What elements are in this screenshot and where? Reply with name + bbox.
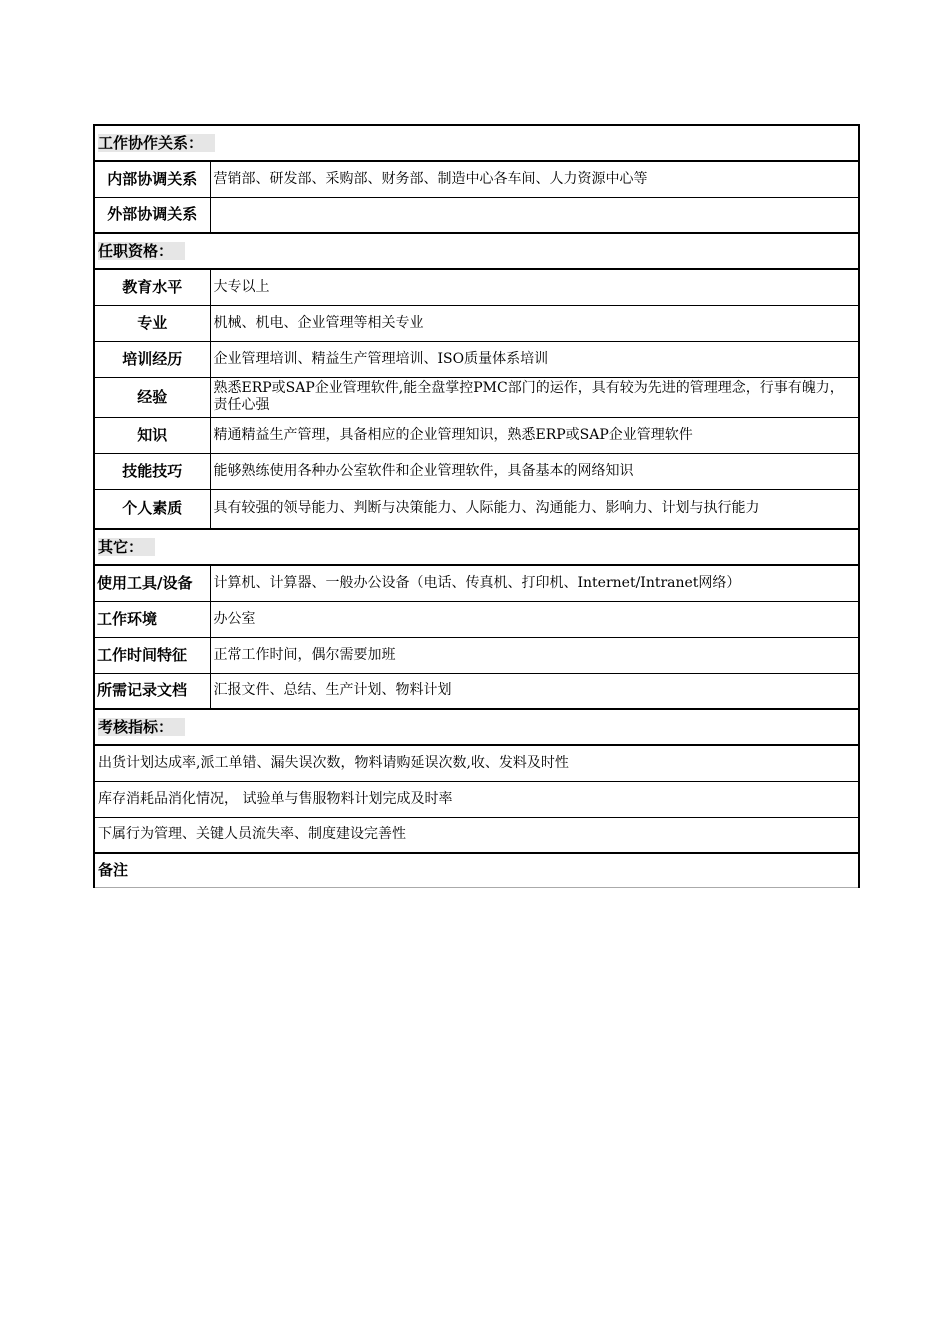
table-row: [94, 601, 859, 637]
remarks-heading: 备注: [94, 853, 859, 887]
internal-coordination-label: 内部协调关系: [94, 161, 210, 197]
cooperation-section-row: [94, 125, 859, 161]
experience-value: 熟悉ERP或SAP企业管理软件,能全盘掌控PMC部门的运作，具有较为先进的管理理念，行事有魄力，责任心强: [210, 377, 859, 417]
work-environment-label: 工作环境: [94, 601, 210, 637]
training-value: 企业管理培训、精益生产管理培训、ISO质量体系培训: [210, 341, 859, 377]
records-label: 所需记录文档: [94, 673, 210, 709]
other-heading: 其它：: [94, 529, 859, 565]
table-row: [94, 197, 859, 233]
kpi-item: 下属行为管理、关键人员流失率、制度建设完善性: [94, 817, 859, 853]
table-row: [94, 341, 859, 377]
table-row: [94, 377, 859, 417]
remarks-section-row: [94, 853, 859, 887]
work-time-value: 正常工作时间，偶尔需要加班: [210, 637, 859, 673]
table-row: [94, 781, 859, 817]
qualification-heading: 任职资格：: [94, 233, 859, 269]
table-row: [94, 745, 859, 781]
major-label: 专业: [94, 305, 210, 341]
knowledge-value: 精通精益生产管理，具备相应的企业管理知识，熟悉ERP或SAP企业管理软件: [210, 417, 859, 453]
table-row: [94, 269, 859, 305]
work-time-label: 工作时间特征: [94, 637, 210, 673]
skills-label: 技能技巧: [94, 453, 210, 489]
cooperation-heading: 工作协作关系：: [94, 125, 859, 161]
major-value: 机械、机电、企业管理等相关专业: [210, 305, 859, 341]
skills-value: 能够熟练使用各种办公室软件和企业管理软件，具备基本的网络知识: [210, 453, 859, 489]
training-label: 培训经历: [94, 341, 210, 377]
kpi-item: 出货计划达成率,派工单错、漏失误次数，物料请购延误次数,收、发料及时性: [94, 745, 859, 781]
kpi-heading: 考核指标：: [94, 709, 859, 745]
tools-value: 计算机、计算器、一般办公设备（电话、传真机、打印机、Internet/Intranet网络）: [210, 565, 859, 601]
table-row: [94, 417, 859, 453]
personal-quality-value: 具有较强的领导能力、判断与决策能力、人际能力、沟通能力、影响力、计划与执行能力: [210, 489, 859, 529]
qualification-section-row: [94, 233, 859, 269]
table-row: [94, 817, 859, 853]
work-environment-value: 办公室: [210, 601, 859, 637]
table-row: [94, 565, 859, 601]
experience-label: 经验: [94, 377, 210, 417]
table-row: [94, 673, 859, 709]
records-value: 汇报文件、总结、生产计划、物料计划: [210, 673, 859, 709]
tools-label: 使用工具/设备: [94, 565, 210, 601]
external-coordination-value: [210, 197, 859, 233]
education-label: 教育水平: [94, 269, 210, 305]
kpi-item: 库存消耗品消化情况， 试验单与售服物料计划完成及时率: [94, 781, 859, 817]
education-value: 大专以上: [210, 269, 859, 305]
job-description-table: [93, 124, 860, 888]
external-coordination-label: 外部协调关系: [94, 197, 210, 233]
internal-coordination-value: 营销部、研发部、采购部、财务部、制造中心各车间、人力资源中心等: [210, 161, 859, 197]
personal-quality-label: 个人素质: [94, 489, 210, 529]
table-row: [94, 637, 859, 673]
table-row: [94, 489, 859, 529]
knowledge-label: 知识: [94, 417, 210, 453]
other-section-row: [94, 529, 859, 565]
table-row: [94, 161, 859, 197]
kpi-section-row: [94, 709, 859, 745]
table-row: [94, 453, 859, 489]
table-row: [94, 305, 859, 341]
